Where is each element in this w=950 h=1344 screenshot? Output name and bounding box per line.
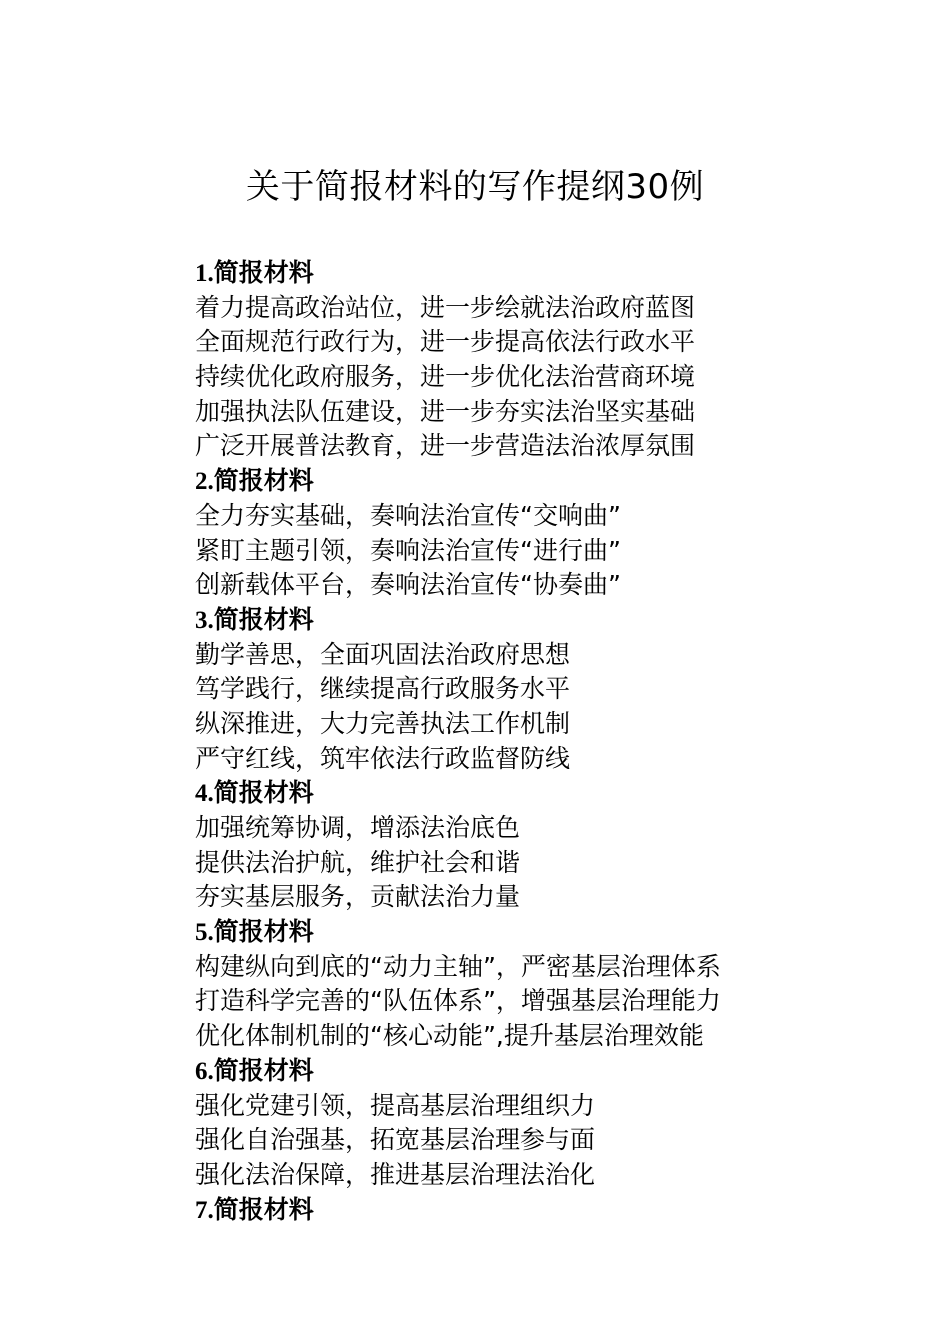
outline-line: 加强执法队伍建设，进一步夯实法治坚实基础	[195, 396, 696, 426]
outline-line: 笃学践行，继续提高行政服务水平	[195, 674, 571, 704]
section-heading-text: 简报材料	[213, 917, 314, 947]
outline-line: 强化党建引领，提高基层治理组织力	[195, 1090, 596, 1120]
outline-line: 创新载体平台，奏响法治宣传“协奏曲”	[195, 570, 621, 600]
section-heading-text: 简报材料	[213, 258, 314, 287]
outline-line: 着力提高政治站位，进一步绘就法治政府蓝图	[195, 292, 696, 322]
outline-line: 构建纵向到底的“动力主轴”，严密基层治理体系	[195, 951, 721, 981]
section-number: 2.	[195, 468, 214, 496]
document-title: 关于简报材料的写作提纲30例	[245, 167, 705, 207]
outline-line: 全面规范行政行为，进一步提高依法行政水平	[195, 327, 696, 357]
outline-line: 打造科学完善的“队伍体系”，增强基层治理能力	[195, 986, 721, 1016]
section-heading	[195, 256, 915, 291]
section-heading-text: 简报材料	[213, 778, 314, 808]
outline-line: 优化体制机制的“核心动能”,提升基层治理效能	[195, 1021, 704, 1051]
section-heading-text: 简报材料	[213, 466, 314, 496]
outline-line: 强化自治强基，拓宽基层治理参与面	[195, 1125, 596, 1155]
outline-line: 纵深推进，大力完善执法工作机制	[195, 708, 571, 738]
document-body	[195, 256, 915, 1227]
outline-line: 紧盯主题引领，奏响法治宣传“进行曲”	[195, 535, 621, 565]
outline-line: 加强统筹协调，增添法治底色	[195, 813, 521, 842]
section-number: 1.	[195, 260, 214, 287]
outline-line: 夯实基层服务，贡献法治力量	[195, 882, 521, 912]
section-heading-text: 简报材料	[213, 604, 314, 634]
section-heading	[195, 915, 915, 950]
section-heading	[195, 464, 915, 499]
section-heading	[195, 1193, 915, 1228]
outline-line: 持续优化政府服务，进一步优化法治营商环境	[195, 362, 696, 392]
section-heading-text: 简报材料	[213, 1194, 314, 1224]
section-number: 5.	[195, 919, 214, 947]
outline-line: 严守红线，筑牢依法行政监督防线	[195, 743, 571, 773]
section-number: 7.	[195, 1196, 214, 1224]
section-heading	[195, 1054, 915, 1089]
outline-line: 提供法治护航，维护社会和谐	[195, 847, 521, 877]
section-number: 3.	[195, 606, 214, 634]
section-heading	[195, 603, 915, 638]
outline-line: 全力夯实基础，奏响法治宣传“交响曲”	[195, 500, 621, 530]
outline-line: 强化法治保障，推进基层治理法治化	[195, 1159, 596, 1189]
section-number: 4.	[195, 780, 214, 808]
section-heading-text: 简报材料	[213, 1055, 314, 1085]
section-number: 6.	[195, 1057, 214, 1085]
outline-line: 广泛开展普法教育，进一步营造法治浓厚氛围	[195, 431, 696, 461]
outline-line: 勤学善思，全面巩固法治政府思想	[195, 639, 571, 669]
section-heading	[195, 776, 915, 811]
